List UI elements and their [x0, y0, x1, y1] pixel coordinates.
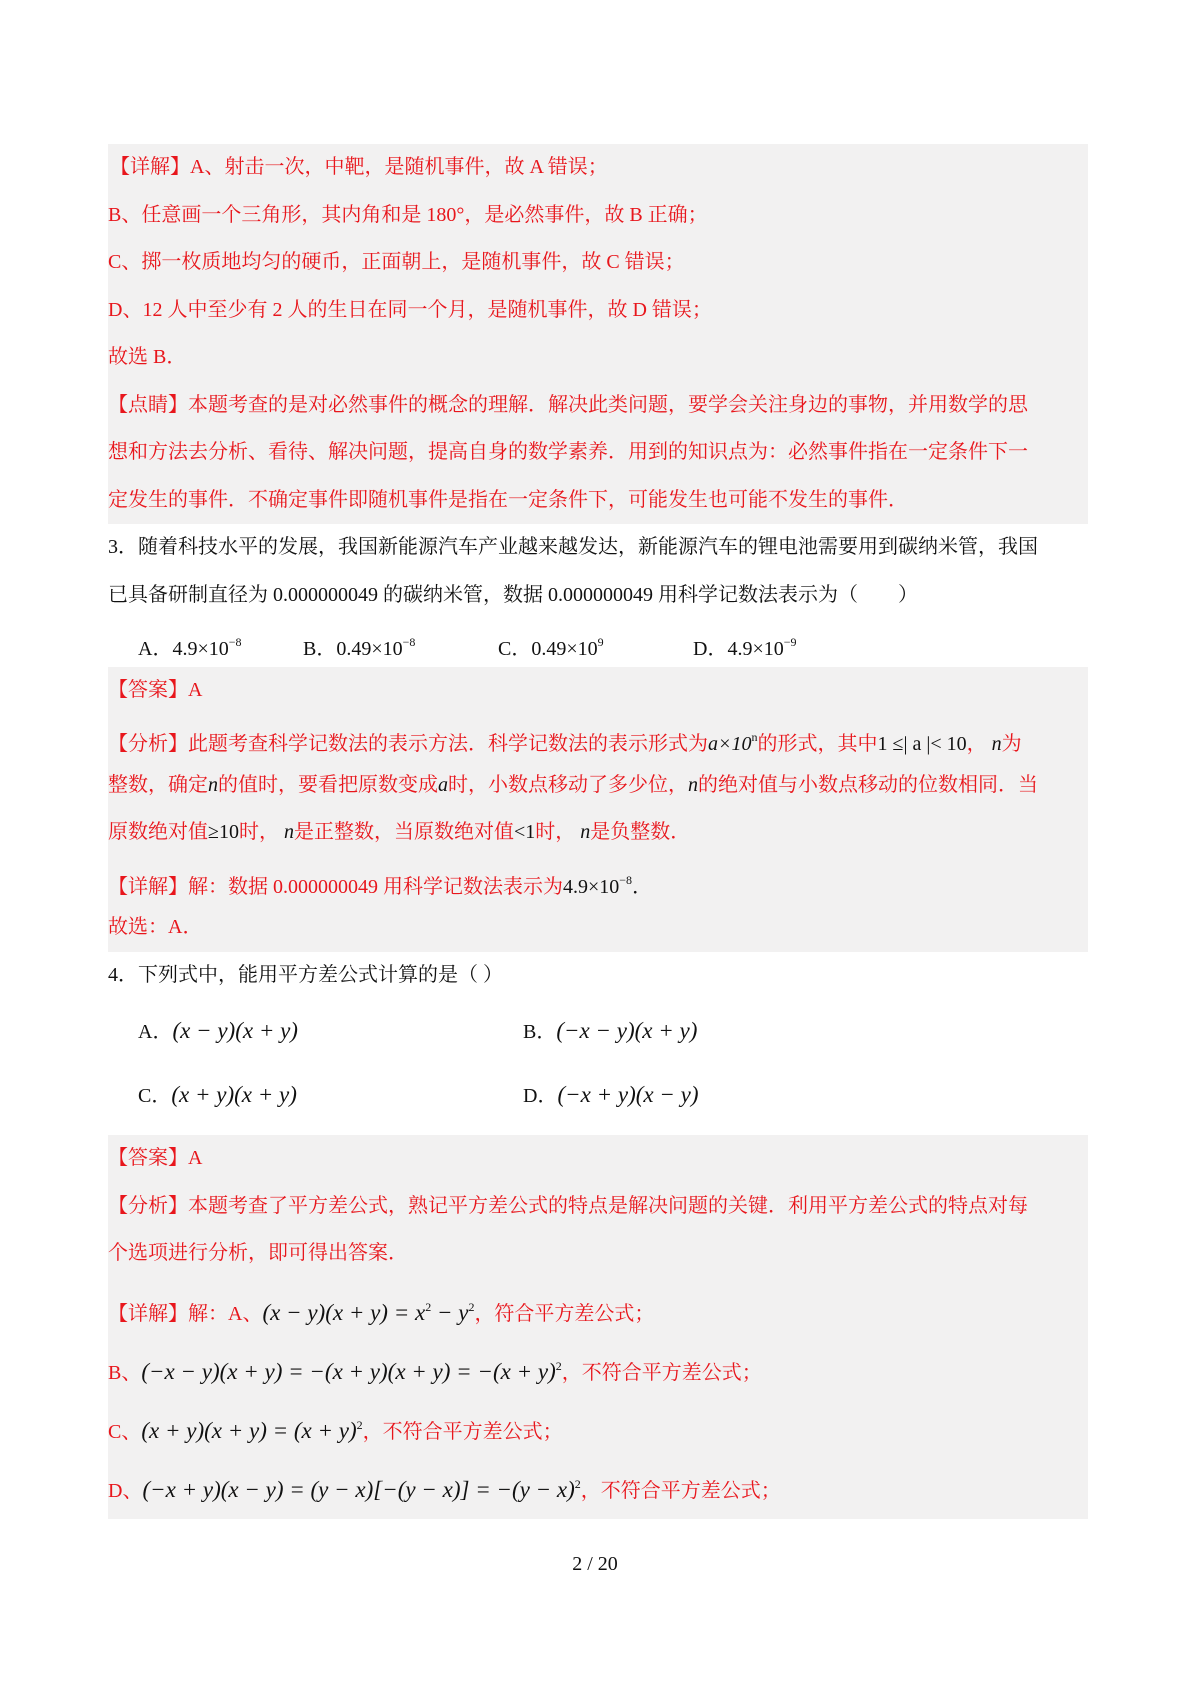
question-4	[108, 952, 1088, 1128]
comment-line-3: 定发生的事件．不确定事件即随机事件是指在一定条件下，可能发生也可能不发生的事件．	[108, 488, 908, 511]
q4-options-row-2	[108, 1063, 1088, 1127]
q4-detail-a: 【详解】解：A、$(x - y)(x + y) = x^2 - y^2$，符合平方差公式；	[108, 1299, 655, 1325]
q3-stem-line-1: 3．随着科技水平的发展，我国新能源汽车产业越来越发达，新能源汽车的锂电池需要用到碳纳米管，我国	[108, 536, 1038, 558]
detail-line-c: C、掷一枚质地均匀的硬币，正面朝上，是随机事件，故 C 错误；	[108, 251, 685, 273]
q3-detail: 【详解】解：数据 0.000000049 用科学记数法表示为$4.9\times 10^{-8}$．	[108, 872, 653, 898]
q4-detail-c: C、$(x + y)(x + y) = (x + y)^2$，不符合平方差公式；	[108, 1417, 563, 1443]
comment-line-1: 【点睛】本题考查的是对必然事件的概念的理解．解决此类问题，要学会关注身边的事物，并用数学的思	[108, 393, 1028, 416]
q4-analysis-line-1: 【分析】本题考查了平方差公式，熟记平方差公式的特点是解决问题的关键．利用平方差公式的特点对每	[108, 1194, 1028, 1217]
q3-answer: 【答案】A	[108, 678, 203, 701]
q3-option-c: C．$0.49\times 10^9$	[498, 635, 604, 660]
q3-option-d: D．$4.9\times 10^{-9}$	[693, 635, 797, 660]
choose-line: 故选 B．	[108, 346, 187, 368]
q3-analysis-line-1: 【分析】此题考查科学记数法的表示方法．科学记数法的表示形式为$a\times 10^n$的形式，其中1 ≤| a |< 10， n为	[108, 730, 1022, 755]
q4-answer: 【答案】A	[108, 1147, 203, 1169]
page-number: 2 / 20	[572, 1553, 618, 1575]
q4-analysis-line-2: 个选项进行分析，即可得出答案．	[108, 1242, 408, 1264]
detail-line-d: D、12 人中至少有 2 人的生日在同一个月，是随机事件，故 D 错误；	[108, 298, 712, 321]
q4-detail-d: D、$(-x + y)(x - y) = (y - x)[-(y - x)] = -(y - x)^2$，不符合平方差公式；	[108, 1476, 781, 1502]
solution-block-q2	[108, 144, 1088, 524]
detail-line-a: 【详解】A、射击一次，中靶，是随机事件，故 A 错误；	[110, 156, 608, 178]
solution-block-q4	[108, 1135, 1088, 1519]
q3-option-a: A．$4.9\times 10^{-8}$	[138, 635, 242, 660]
q4-option-a: A．(x − y)(x + y)	[138, 1018, 298, 1043]
document-page	[108, 144, 1088, 1519]
q3-option-b: B．$0.49\times 10^{-8}$	[303, 635, 416, 660]
q3-choose: 故选：A．	[108, 916, 203, 938]
q4-options-row-1	[108, 999, 1088, 1063]
q3-analysis-line-2: 整数，确定n的值时，要看把原数变成a时，小数点移动了多少位，n的绝对值与小数点移动的位数相同．当	[108, 773, 1038, 796]
question-3	[108, 524, 1088, 667]
detail-line-b: B、任意画一个三角形，其内角和是 180°，是必然事件，故 B 正确；	[108, 203, 708, 226]
q4-option-b: B．(−x − y)(x + y)	[523, 1018, 698, 1043]
q4-option-d: D．(−x + y)(x − y)	[523, 1082, 699, 1107]
comment-line-2: 想和方法去分析、看待、解决问题，提高自身的数学素养．用到的知识点为：必然事件指在一定条件下一	[108, 441, 1028, 463]
solution-block-q3	[108, 667, 1088, 952]
q4-detail-b: B、$(-x - y)(x + y) = -(x + y)(x + y) = -(x + y)^2$，不符合平方差公式；	[108, 1358, 762, 1384]
q4-stem: 4．下列式中，能用平方差公式计算的是（ ）	[108, 963, 503, 986]
q3-analysis-line-3: 原数绝对值≥10时， n是正整数，当原数绝对值<1时， n是负整数．	[108, 821, 691, 843]
q3-options	[108, 619, 1088, 667]
q4-option-c: C．(x + y)(x + y)	[138, 1082, 297, 1107]
q3-stem-line-2: 已具备研制直径为 0.000000049 的碳纳米管，数据 0.000000049 用科学记数法表示为（ ）	[108, 583, 918, 606]
